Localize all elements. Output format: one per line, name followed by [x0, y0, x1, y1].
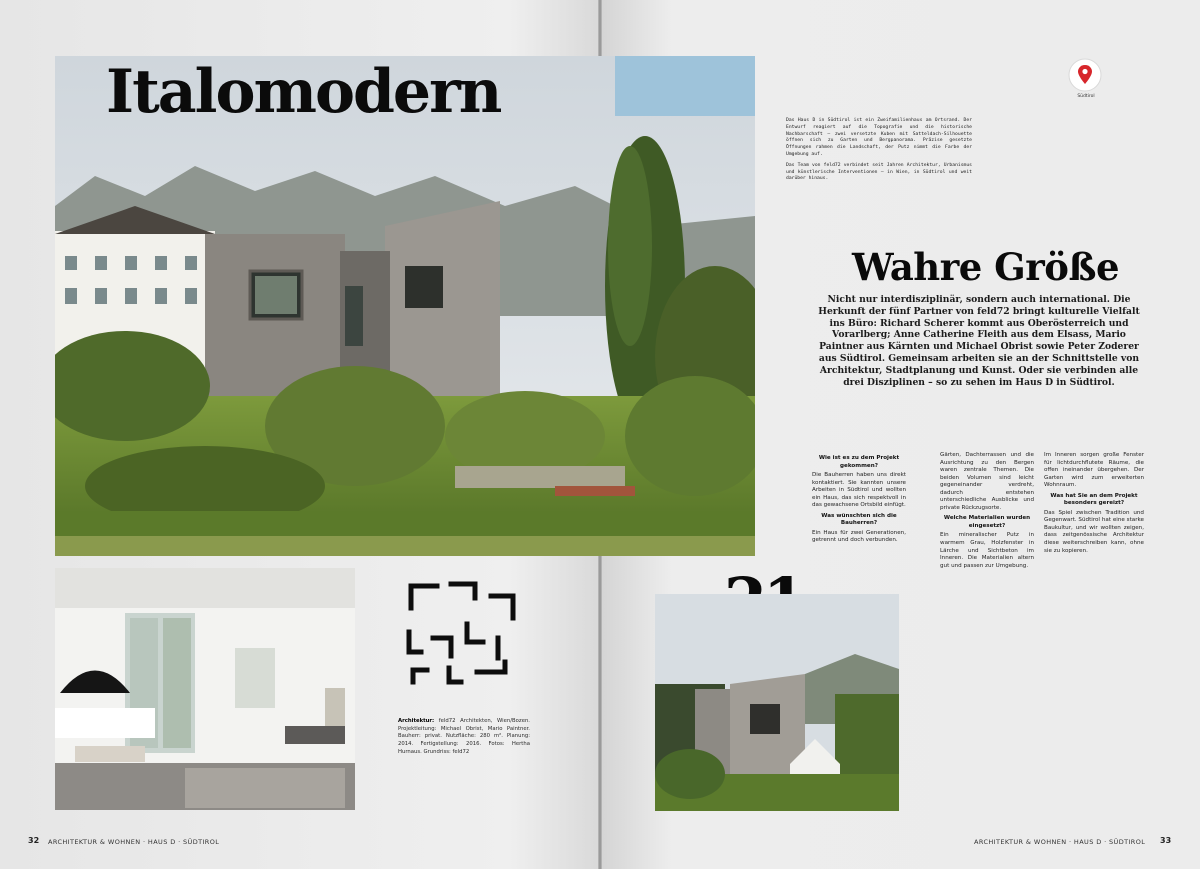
page-number-right: 33: [1160, 836, 1172, 845]
answer: Ein mineralischer Putz in warmem Grau, Holzfenster in Lärche und Sichtbeton im Inneren. Die Materialien altern gut und passen zur Umgebung.: [940, 532, 1034, 569]
caption-lead: Architektur:: [398, 718, 435, 724]
pin-location-label: Südtirol: [1077, 94, 1095, 99]
question: Was wünschten sich die Bauherren?: [821, 512, 897, 527]
answer: Ein Haus für zwei Generationen, getrennt und doch verbunden.: [812, 529, 906, 544]
answer: Die Bauherren haben uns direkt kontaktiert. Sie kannten unsere Arbeiten in Südtirol und wollten ein Haus, das sich respektvoll in das gewachsene Ortsbild einfügt.: [812, 472, 906, 509]
intro-paragraph-2: Das Team von feld72 verbindet seit Jahren Architektur, Urbanismus und künstlerische Interventionen – in Wien, in Südtirol und weit darüber hinaus.: [786, 162, 972, 182]
exterior-photo-small: [655, 594, 899, 811]
folio-left: ARCHITEKTUR & WOHNEN · HAUS D · SÜDTIROL: [48, 838, 220, 846]
text-column-2: [940, 452, 1034, 570]
lead-paragraph: Nicht nur interdisziplinär, sondern auch international. Die Herkunft der fünf Partner von feld72 bringt kulturelle Vielfalt ins Büro: Richard Scherer kommt aus Oberösterreich und Vorarlberg; Anne Catherine Fleith aus dem Elsass, Mario Paintner aus Kärnten und Michael Obrist sowie Peter Zoderer aus Südtirol. Gemeinsam arbeiten sie an der Schnittstelle von Architektur, Stadtplanung und Kunst. Oder sie verbinden alle drei Disziplinen – so zu sehen im Haus D in Südtirol.: [818, 294, 1140, 388]
caption-text: feld72 Architekten, Wien/Bozen. Projektleitung: Michael Obrist, Mario Paintner. Bauherr: privat. Nutzfläche: 280 m². Planung: 2014. Fertigstellung: 2016. Fotos: Hertha Hurnaus. Grundriss: feld72: [398, 718, 530, 755]
page-number-left: 32: [28, 836, 40, 845]
answer: Das Spiel zwischen Tradition und Gegenwart. Südtirol hat eine starke Baukultur, und wir wollten zeigen, dass zeitgenössische Architektur diese weiterschreiben kann, ohne sie zu kopieren.: [1044, 509, 1144, 554]
answer: Im Inneren sorgen große Fenster für lichtdurchflutete Räume, die offen ineinander übergehen. Der Garten wird zum erweiterten Wohnraum.: [1044, 452, 1144, 489]
intro-text-block: [786, 118, 972, 187]
location-pin-icon: [1066, 57, 1104, 97]
folio-right: ARCHITEKTUR & WOHNEN · HAUS D · SÜDTIROL: [974, 838, 1146, 846]
intro-paragraph-1: Das Haus D in Südtirol ist ein Zweifamilienhaus am Ortsrand. Der Entwurf reagiert auf die Topografie und die historische Nachbarschaft – zwei versetzte Kuben mit Satteldach-Silhouette öffnen sich zu Garten und Bergpanorama. Präzise gesetzte Öffnungen rahmen die Landschaft, der Putz nimmt die Farbe der Umgebung auf.: [786, 118, 972, 157]
question: Welche Materialien wurden eingesetzt?: [943, 515, 1031, 529]
question: Was hat Sie an dem Projekt besonders gereizt?: [1050, 492, 1138, 507]
text-column-1: [812, 452, 906, 545]
hero-photo-house: [55, 56, 755, 556]
text-column-3: [1044, 452, 1144, 555]
floor-plan-drawing: [403, 578, 523, 690]
section-heading: Wahre Größe: [852, 245, 1120, 289]
photo-caption: [398, 718, 530, 757]
article-title: Italomodern: [106, 57, 501, 127]
interior-photo: [55, 568, 355, 810]
answer: Gärten, Dachterrassen und die Ausrichtung zu den Bergen waren zentrale Themen. Die beiden Volumen sind leicht gegeneinander verdreht, dadurch entstehen unterschiedliche Ausblicke und private Rückzugsorte.: [940, 452, 1034, 511]
question: Wie ist es zu dem Projekt gekommen?: [818, 455, 900, 469]
